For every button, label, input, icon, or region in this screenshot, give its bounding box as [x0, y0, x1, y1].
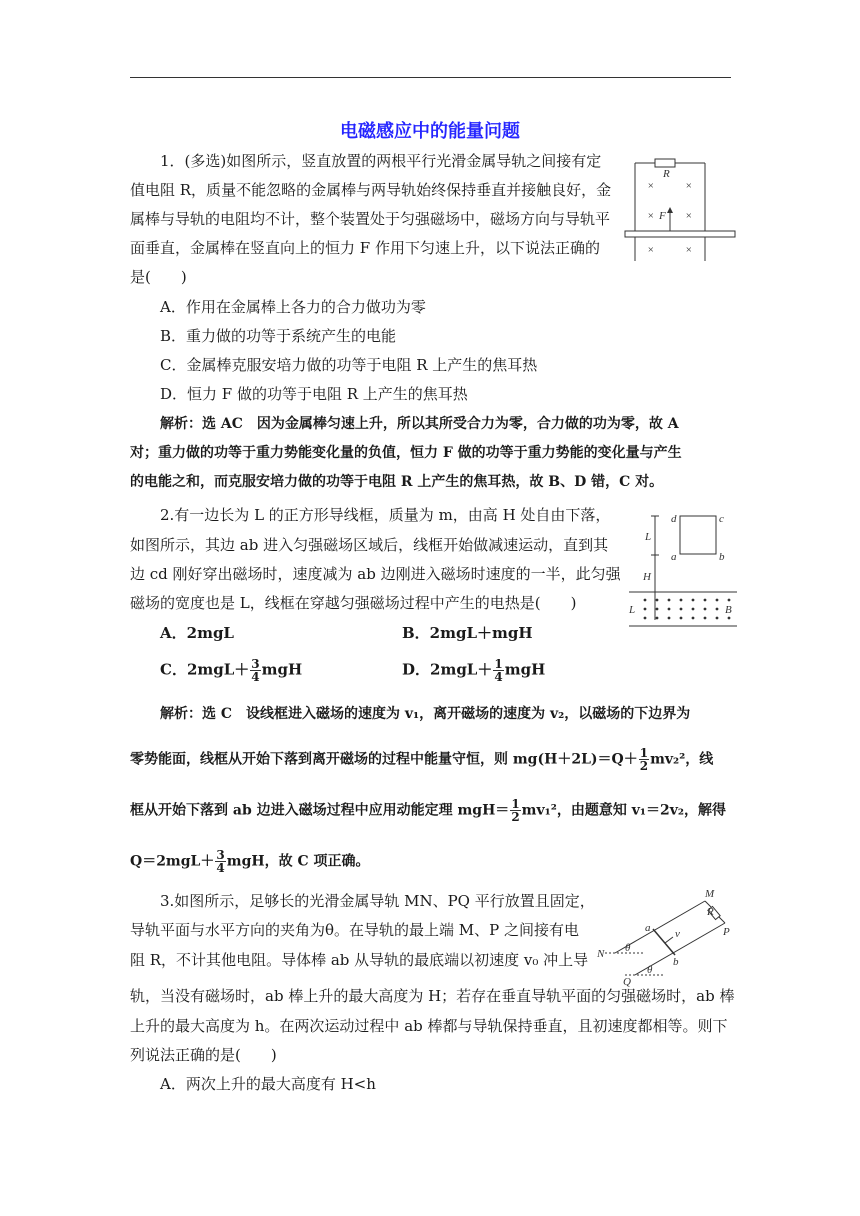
q2-option-c-fraction — [250, 658, 260, 683]
q3-line-2: 导轨平面与水平方向的夹角为θ。在导轨的最上端 M、P 之间接有电 — [130, 921, 580, 939]
q3-label-theta-top: θ — [625, 942, 631, 954]
q2-line-1: 2.有一边长为 L 的正方形导线框，质量为 m，由高 H 处自由下落， — [160, 506, 611, 524]
q2-solution-3-prefix: 框从开始下落到 ab 边进入磁场过程中应用动能定理 mgH＝ — [130, 802, 510, 819]
q2-option-c-suffix: mgH — [261, 660, 303, 679]
q3-line-3: 阻 R，不计其他电阻。导体棒 ab 从导轨的最底端以初速度 v₀ 冲上导 — [130, 951, 589, 969]
q1-option-b: B．重力做的功等于系统产生的电能 — [160, 327, 397, 345]
q3-label-a: a — [645, 922, 651, 934]
q2-option-d-den: 4 — [494, 670, 503, 684]
q2-line-3: 边 cd 刚好穿出磁场时，速度减为 ab 边刚进入磁场时速度的一半，此匀强 — [130, 565, 621, 583]
q2-solution-2-prefix: 零势能面，线框从开始下落到离开磁场的过程中能量守恒，则 mg(H＋2L)＝Q＋ — [130, 751, 638, 768]
q2-option-b: B．2mgL＋mgH — [402, 624, 533, 642]
q2-label-H: H — [643, 571, 651, 583]
q1-cross: × — [647, 244, 655, 256]
q2-solution-4-den: 4 — [216, 861, 225, 875]
q3-line-1: 3.如图所示，足够长的光滑金属导轨 MN、PQ 平行放置且固定， — [160, 892, 595, 910]
q2-line-4: 磁场的宽度也是 L，线框在穿越匀强磁场过程中产生的电热是( ) — [130, 594, 577, 612]
q1-option-a: A．作用在金属棒上各力的合力做功为零 — [160, 298, 426, 316]
q1-resistor-label: R — [663, 168, 670, 180]
q2-option-d-suffix: mgH — [504, 660, 546, 679]
q2-solution-3-suffix: mv₁²，由题意知 v₁＝2v₂，解得 — [521, 802, 727, 819]
q2-corner-c: c — [719, 513, 724, 525]
q1-cross: × — [685, 180, 693, 192]
q1-line-5: 是( ) — [130, 268, 187, 286]
q2-solution-2-suffix: mv₂²，线 — [650, 751, 714, 768]
q3-line-4: 轨，当没有磁场时，ab 棒上升的最大高度为 H；若存在垂直导轨平面的匀强磁场时，ab 棒 — [130, 987, 735, 1005]
q1-solution-1: 解析：选 AC 因为金属棒匀速上升，所以其所受合力为零，合力做的功为零，故 A — [160, 416, 679, 432]
q2-option-d-fraction — [493, 658, 503, 683]
q3-line-6: 列说法正确的是( ) — [130, 1046, 277, 1064]
q2-solution-2 — [130, 747, 713, 772]
q2-option-d-prefix: D．2mgL＋ — [402, 660, 493, 679]
q1-cross: × — [647, 180, 655, 192]
q2-corner-b: b — [719, 551, 725, 563]
q2-solution-4-prefix: Q＝2mgL＋ — [130, 853, 215, 870]
q2-solution-3 — [130, 798, 726, 823]
q1-force-label: F — [659, 210, 666, 222]
q2-label-B: B — [725, 604, 732, 616]
q3-option-a: A．两次上升的最大高度有 H<h — [160, 1075, 376, 1093]
q3-line-5: 上升的最大高度为 h。在两次运动过程中 ab 棒都与导轨保持垂直，且初速度都相等。则下 — [130, 1017, 728, 1035]
header-rule — [130, 77, 731, 78]
q2-solution-2-fraction — [639, 747, 649, 772]
q2-solution-3-num: 1 — [511, 797, 520, 811]
q2-solution-4-suffix: mgH，故 C 项正确。 — [226, 853, 370, 870]
q3-label-R: R — [707, 906, 714, 918]
q1-cross: × — [685, 210, 693, 222]
q1-figure-rails — [625, 155, 735, 265]
page-title: 电磁感应中的能量问题 — [340, 121, 520, 142]
q3-figure-incline-rails — [595, 888, 735, 988]
q1-cross: × — [647, 210, 655, 222]
q2-option-d-num: 1 — [494, 657, 503, 671]
q2-option-d — [402, 658, 545, 683]
q2-label-L: L — [645, 531, 652, 543]
q2-option-c — [160, 658, 302, 683]
q1-solution-2: 对；重力做的功等于重力势能变化量的负值，恒力 F 做的功等于重力势能的变化量与产生 — [130, 445, 682, 461]
q1-line-2: 值电阻 R，质量不能忽略的金属棒与两导轨始终保持垂直并接触良好，金 — [130, 181, 612, 199]
q3-label-theta-bottom: θ — [647, 964, 653, 976]
q3-label-M: M — [705, 888, 715, 900]
q2-option-c-prefix: C．2mgL＋ — [160, 660, 250, 679]
q3-label-v: v — [675, 928, 680, 940]
q2-solution-2-num: 1 — [639, 746, 649, 760]
q3-label-N: N — [597, 948, 605, 960]
q2-solution-4 — [130, 849, 369, 874]
q2-solution-2-den: 2 — [639, 759, 649, 773]
q2-label-L-field: L — [629, 604, 636, 616]
q1-line-1: 1．(多选)如图所示，竖直放置的两根平行光滑金属导轨之间接有定 — [160, 152, 602, 170]
q2-solution-4-num: 3 — [216, 848, 225, 862]
q2-solution-1: 解析：选 C 设线框进入磁场的速度为 v₁，离开磁场的速度为 v₂，以磁场的下边界为 — [160, 706, 691, 722]
q2-option-a: A．2mgL — [160, 624, 234, 642]
q2-figure-frame-and-field — [625, 510, 740, 632]
q1-line-4: 面垂直，金属棒在竖直向上的恒力 F 作用下匀速上升，以下说法正确的 — [130, 239, 600, 257]
q2-solution-4-fraction — [215, 849, 225, 874]
q2-solution-3-den: 2 — [511, 810, 520, 824]
q1-option-d: D．恒力 F 做的功等于电阻 R 上产生的焦耳热 — [160, 385, 468, 403]
q3-label-Q: Q — [623, 976, 631, 988]
q1-cross: × — [685, 244, 693, 256]
q3-label-P: P — [723, 926, 730, 938]
q2-option-c-den: 4 — [251, 670, 260, 684]
q3-label-b: b — [673, 956, 679, 968]
q1-solution-3: 的电能之和，而克服安培力做的功等于电阻 R 上产生的焦耳热，故 B、D 错，C 对。 — [130, 474, 664, 490]
q2-solution-3-fraction — [510, 798, 520, 823]
q2-option-c-num: 3 — [251, 657, 260, 671]
q2-line-2: 如图所示，其边 ab 进入匀强磁场区域后，线框开始做减速运动，直到其 — [130, 536, 609, 554]
q1-option-c: C．金属棒克服安培力做的功等于电阻 R 上产生的焦耳热 — [160, 356, 538, 374]
q2-corner-a: a — [671, 551, 677, 563]
q2-corner-d: d — [671, 513, 677, 525]
q1-line-3: 属棒与导轨的电阻均不计，整个装置处于匀强磁场中，磁场方向与导轨平 — [130, 210, 611, 228]
